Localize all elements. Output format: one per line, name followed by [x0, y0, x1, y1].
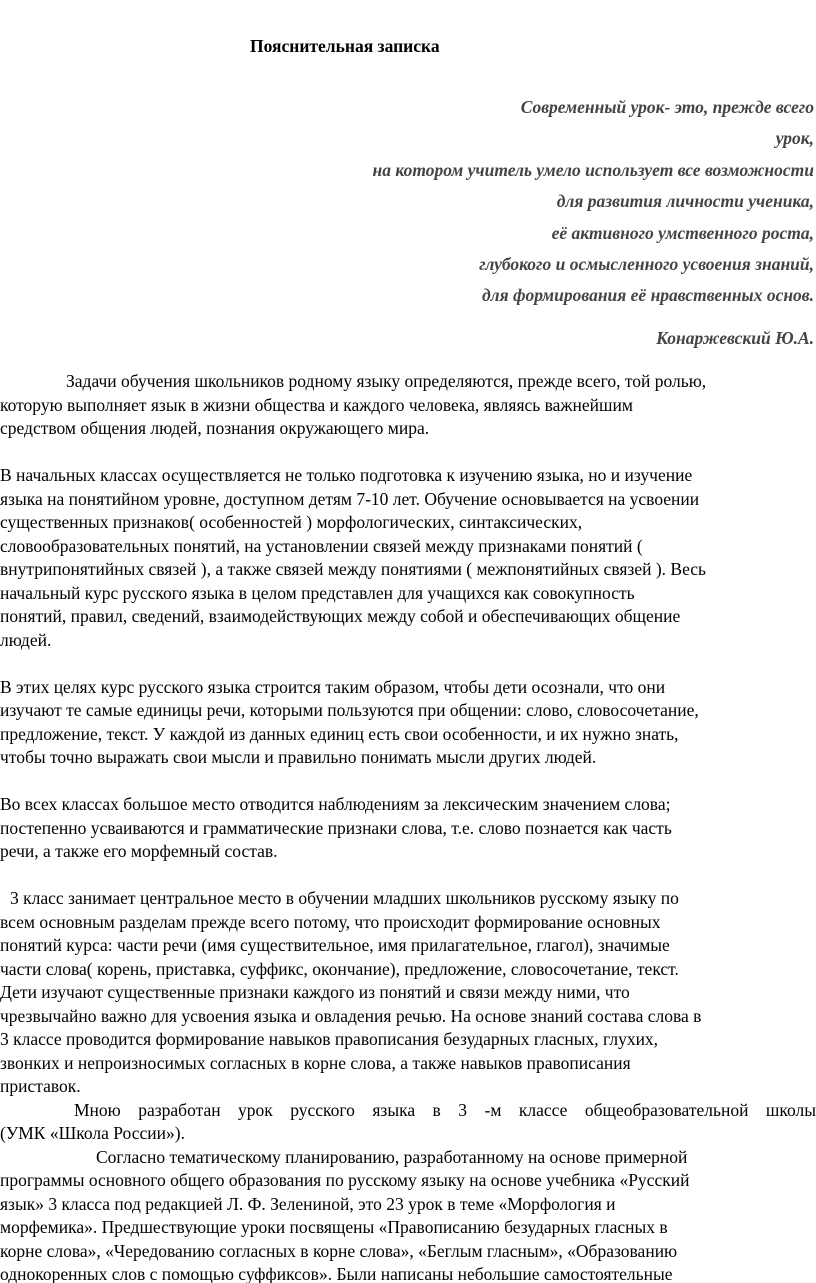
text-line: чтобы точно выражать свои мысли и правильно понимать мысли других людей. — [0, 747, 597, 767]
text-line: начальный курс русского языка в целом представлен для учащихся как совокупность — [0, 582, 635, 603]
paragraph-tasks — [0, 370, 816, 441]
text-line: (УМК «Школа России»). — [0, 1123, 185, 1143]
text-line: программы основного общего образования по русскому языку на основе учебника «Русский — [0, 1170, 690, 1190]
epigraph-line: на котором учитель умело использует все возможности — [372, 159, 814, 180]
text-line: предложение, текст. У каждой из данных единиц есть свои особенности, и их нужно знать, — [0, 723, 679, 744]
epigraph-line: для развития личности ученика, — [556, 191, 814, 212]
document-body — [0, 370, 816, 1283]
text-line: звонких и непроизносимых согласных в корне слова, а также навыков правописания — [0, 1052, 631, 1073]
text-line: понятий курса: части речи (имя существительное, имя прилагательное, глагол), значимые — [0, 935, 670, 955]
text-line: людей. — [0, 629, 52, 650]
epigraph-line: урок, — [775, 128, 814, 149]
text-line: внутрипонятийных связей ), а также связей между понятиями ( межпонятийных связей ). Весь — [0, 559, 707, 579]
epigraph-line: её активного умственного роста, — [551, 222, 814, 243]
paragraph-gap — [0, 864, 816, 888]
text-line: язык» 3 класса под редакцией Л. Ф. Зелениной, это 23 урок в теме «Морфология и — [0, 1193, 616, 1214]
text-line: В этих целях курс русского языка строится таким образом, чтобы дети осознали, что они — [0, 676, 666, 697]
text-line: изучают те самые единицы речи, которыми пользуются при общении: слово, словосочетание, — [0, 700, 699, 720]
text-line: Во всех классах большое место отводится наблюдениям за лексическим значением слова; — [0, 794, 671, 814]
text-line: 3 классе проводится формирование навыков правописания безударных гласных, глухих, — [0, 1029, 659, 1049]
paragraph-primary-classes — [0, 464, 816, 652]
text-line: Задачи обучения школьников родному языку определяются, прежде всего, той ролью, — [66, 371, 707, 391]
paragraph-all-classes — [0, 793, 816, 864]
text-line: существенных признаков( особенностей ) морфологических, синтаксических, — [0, 512, 583, 532]
epigraph-line: Современный урок- это, прежде всего — [520, 97, 814, 117]
paragraph-course-goals — [0, 676, 816, 770]
paragraph-planning — [0, 1146, 816, 1283]
text-line: однокоренных слов с помощью суффиксов». Были написаны небольшие самостоятельные — [0, 1264, 673, 1283]
epigraph-line: глубокого и осмысленного усвоения знаний, — [479, 254, 814, 275]
epigraph-author: Конаржевский Ю.А. — [656, 328, 814, 348]
text-line: приставок. — [0, 1076, 81, 1096]
text-line: Дети изучают существенные признаки каждого из понятий и связи между ними, что — [0, 982, 630, 1002]
text-line: Мною разработан урок русского языка в 3 -м классе общеобразовательной школы — [74, 1099, 816, 1120]
text-line: словообразовательных понятий, на установлении связей между признаками понятий ( — [0, 535, 643, 556]
text-line: 3 класс занимает центральное место в обучении младших школьников русскому языку по — [10, 888, 679, 908]
paragraph-lesson-developed — [0, 1099, 816, 1146]
text-line: языка на понятийном уровне, доступном детям 7-10 лет. Обучение основывается на усвоении — [0, 488, 700, 509]
paragraph-gap — [0, 652, 816, 676]
text-line: части слова( корень, приставка, суффикс, окончание), предложение, словосочетание, текст. — [0, 958, 679, 979]
epigraph-line: для формирования её нравственных основ. — [481, 285, 814, 306]
text-line: Согласно тематическому планированию, разработанному на основе примерной — [96, 1146, 688, 1167]
paragraph-gap — [0, 441, 816, 465]
text-line: понятий, правил, сведений, взаимодействующих между собой и обеспечивающих общение — [0, 606, 681, 626]
paragraph-gap — [0, 770, 816, 794]
text-line: постепенно усваиваются и грамматические признаки слова, т.е. слово познается как часть — [0, 817, 672, 838]
paragraph-third-class — [0, 887, 816, 1099]
text-line: чрезвычайно важно для усвоения языка и овладения речью. На основе знаний состава слова в — [0, 1005, 702, 1026]
text-line: корне слова», «Чередованию согласных в корне слова», «Беглым гласным», «Образованию — [0, 1240, 678, 1261]
epigraph — [254, 92, 814, 312]
text-line: В начальных классах осуществляется не только подготовка к изучению языка, но и изучение — [0, 465, 693, 485]
text-line: всем основным разделам прежде всего потому, что происходит формирование основных — [0, 911, 661, 932]
text-line: которую выполняет язык в жизни общества и каждого человека, являясь важнейшим — [0, 394, 633, 415]
document-title: Пояснительная записка — [250, 36, 440, 56]
text-line: речи, а также его морфемный состав. — [0, 841, 278, 861]
text-line: морфемика». Предшествующие уроки посвящены «Правописанию безударных гласных в — [0, 1217, 668, 1237]
text-line: средством общения людей, познания окружающего мира. — [0, 418, 430, 438]
